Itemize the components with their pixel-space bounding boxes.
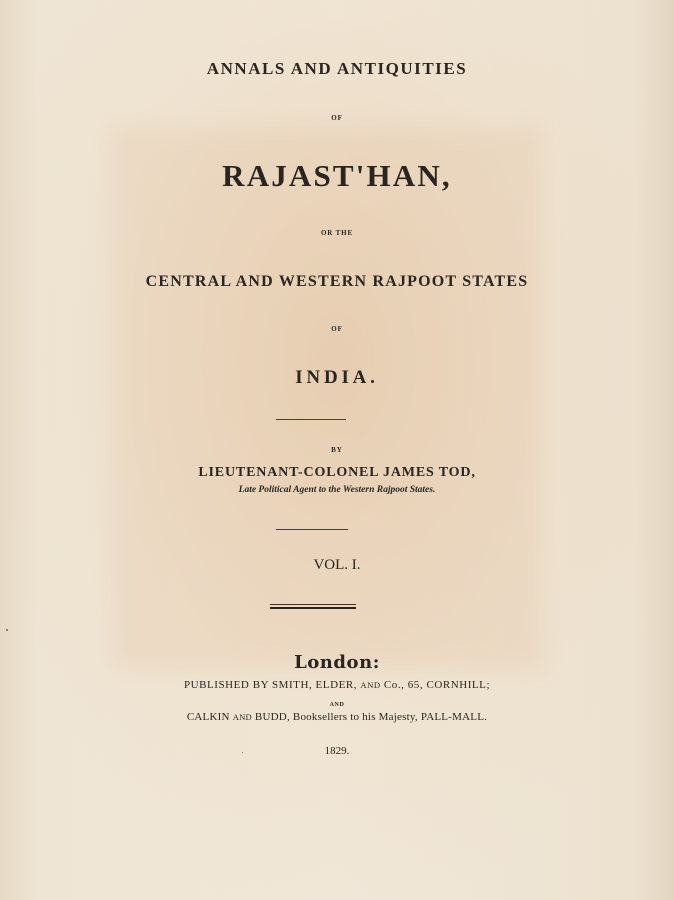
divider-rule-1 <box>276 419 346 420</box>
paper-speck <box>242 752 243 753</box>
connector-by: BY <box>331 446 343 454</box>
connector-or-the: OR THE <box>321 229 353 237</box>
imprint-and: AND <box>329 702 345 708</box>
seller-suffix: BUDD, Booksellers to his Majesty, PALL-MALL. <box>254 711 488 723</box>
title-line-annals: ANNALS AND ANTIQUITIES <box>206 59 468 78</box>
paper-speck <box>6 629 8 631</box>
country-title: INDIA. <box>295 367 379 388</box>
publication-year: 1829. <box>324 745 350 757</box>
double-rule-bottom <box>270 607 356 609</box>
author-name: LIEUTENANT-COLONEL JAMES TOD, <box>198 465 476 480</box>
publisher-prefix: PUBLISHED BY SMITH, ELDER, <box>183 679 358 691</box>
connector-of-1: OF <box>331 114 343 122</box>
publisher-and: AND <box>360 680 381 690</box>
ink-offset-stain <box>112 128 542 668</box>
imprint-seller <box>0 712 674 723</box>
seller-prefix: CALKIN <box>186 711 230 723</box>
double-rule-top <box>270 604 356 605</box>
seller-and: AND <box>232 712 252 722</box>
main-title: RAJAST'HAN, <box>222 158 452 193</box>
author-position: Late Political Agent to the Western Rajpoot States. <box>238 485 436 495</box>
subtitle: CENTRAL AND WESTERN RAJPOOT STATES <box>145 273 529 290</box>
imprint-city: London: <box>294 652 380 673</box>
connector-of-2: OF <box>331 325 343 333</box>
volume-number: VOL. I. <box>313 557 361 573</box>
publisher-suffix: Co., 65, CORNHILL; <box>383 679 491 691</box>
divider-rule-2 <box>276 529 348 530</box>
imprint-publisher <box>0 680 674 691</box>
